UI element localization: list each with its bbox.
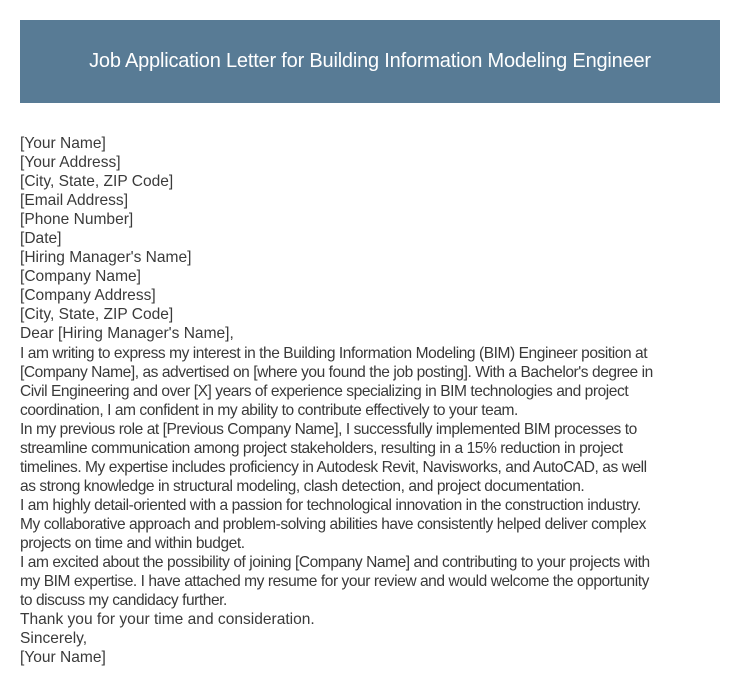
letter-body [20,134,720,667]
paragraph-line: [Company Name], as advertised on [where you found the job posting]. With a Bachelor's degree in [20,363,653,381]
paragraph-line: I am excited about the possibility of joining [Company Name] and contributing to your projects with [20,554,650,572]
paragraph-line: In my previous role at [Previous Company Name], I successfully implemented BIM processes to [20,420,637,438]
paragraph-line: I am writing to express my interest in the Building Information Modeling (BIM) Engineer position at [20,344,648,362]
sender-phone: [Phone Number] [20,211,134,229]
paragraph-line: as strong knowledge in structural modeling, clash detection, and project documentation. [20,477,585,495]
paragraph-line: my BIM expertise. I have attached my resume for your review and would welcome the opportunity [20,573,649,591]
thanks-line: Thank you for your time and consideration. [20,611,315,629]
page-title: Job Application Letter for Building Information Modeling Engineer [89,50,651,72]
paragraph-line: coordination, I am confident in my ability to contribute effectively to your team. [20,401,518,419]
recipient-company-name: [Company Name] [20,268,141,286]
sender-email: [Email Address] [20,192,129,210]
paragraph-qualities [20,496,720,553]
paragraph-line: streamline communication among project stakeholders, resulting in a 15% reduction in project [20,439,623,457]
paragraph-line: Civil Engineering and over [X] years of experience specializing in BIM technologies and project [20,382,629,400]
salutation: Dear [Hiring Manager's Name], [20,325,234,343]
sender-city-state-zip: [City, State, ZIP Code] [20,173,174,191]
paragraph-line: My collaborative approach and problem-solving abilities have consistently helped deliver complex [20,515,646,533]
page-header [20,20,720,103]
paragraph-line: timelines. My expertise includes proficiency in Autodesk Revit, Navisworks, and AutoCAD, as well [20,458,647,476]
letter-date: [Date] [20,230,62,248]
recipient-city-state-zip: [City, State, ZIP Code] [20,306,174,324]
paragraph-intro [20,344,720,420]
paragraph-closing [20,553,720,610]
paragraph-line: I am highly detail-oriented with a passion for technological innovation in the construction industry. [20,496,641,514]
recipient-company-address: [Company Address] [20,287,156,305]
sender-name: [Your Name] [20,135,106,152]
signature: [Your Name] [20,649,106,667]
recipient-hiring-manager: [Hiring Manager's Name] [20,249,192,267]
paragraph-line: to discuss my candidacy further. [20,592,227,610]
paragraph-line: projects on time and within budget. [20,534,245,552]
closing: Sincerely, [20,630,88,648]
paragraph-experience [20,420,720,496]
sender-address: [Your Address] [20,154,121,172]
